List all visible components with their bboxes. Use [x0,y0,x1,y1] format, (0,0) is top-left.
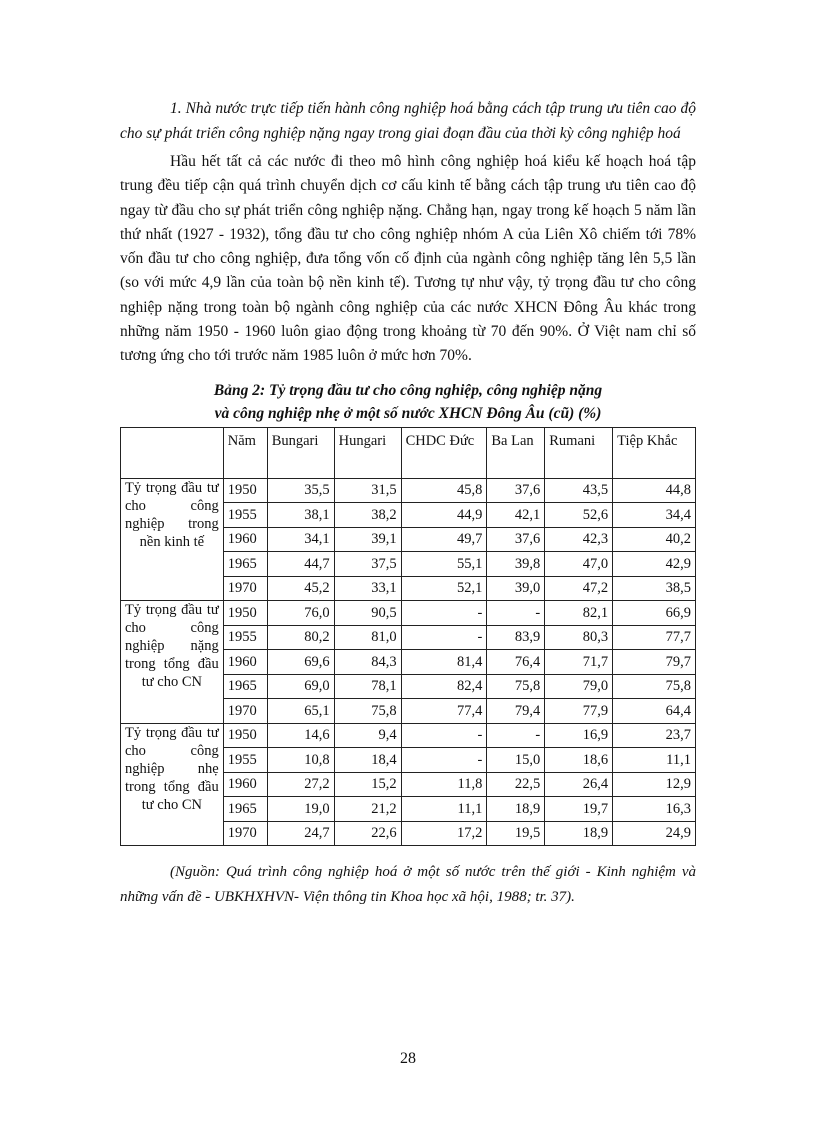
value-cell: 77,9 [545,699,613,724]
value-cell: 79,4 [487,699,545,724]
value-cell: 19,0 [267,797,334,822]
value-cell: 34,1 [267,527,334,552]
value-cell: 79,7 [613,650,696,675]
table-header-row [121,427,696,478]
value-cell: 10,8 [267,748,334,773]
table-title [120,379,696,425]
value-cell: 42,3 [545,527,613,552]
value-cell: 22,6 [334,821,401,846]
value-cell: 47,2 [545,576,613,601]
value-cell: 26,4 [545,772,613,797]
value-cell: 45,8 [401,478,487,503]
value-cell: 19,7 [545,797,613,822]
row-group-label [121,601,224,724]
year-cell: 1960 [223,772,267,797]
value-cell: 27,2 [267,772,334,797]
year-cell: 1960 [223,527,267,552]
value-cell: 11,1 [401,797,487,822]
value-cell: 79,0 [545,674,613,699]
value-cell: 76,4 [487,650,545,675]
header-tiep-khac: Tiệp Khắc [613,427,696,478]
value-cell: 17,2 [401,821,487,846]
header-ba-lan: Ba Lan [487,427,545,478]
year-cell: 1970 [223,699,267,724]
value-cell: 49,7 [401,527,487,552]
header-empty-cell [121,427,224,478]
value-cell: 24,7 [267,821,334,846]
data-table [120,427,696,847]
value-cell: - [401,748,487,773]
value-cell: 40,2 [613,527,696,552]
source-note: (Nguồn: Quá trình công nghiệp hoá ở một số nước trên thế giới - Kinh nghiệm và những vấn đề - UBKHXHVN- Viện thông tin Khoa học xã hội, 1988; tr. 37). [120,864,696,906]
value-cell: 44,7 [267,552,334,577]
year-cell: 1955 [223,748,267,773]
year-cell: 1965 [223,674,267,699]
value-cell: 90,5 [334,601,401,626]
value-cell: 11,1 [613,748,696,773]
value-cell: 55,1 [401,552,487,577]
value-cell: 16,3 [613,797,696,822]
year-cell: 1955 [223,625,267,650]
value-cell: 71,7 [545,650,613,675]
value-cell: - [487,601,545,626]
value-cell: 39,8 [487,552,545,577]
value-cell: - [401,625,487,650]
value-cell: 33,1 [334,576,401,601]
value-cell: 35,5 [267,478,334,503]
value-cell: 44,9 [401,503,487,528]
value-cell: 16,9 [545,723,613,748]
page-number: 28 [400,1050,416,1067]
header-rumani: Rumani [545,427,613,478]
value-cell: - [487,723,545,748]
value-cell: 42,1 [487,503,545,528]
value-cell: 77,4 [401,699,487,724]
value-cell: 65,1 [267,699,334,724]
table-row [121,478,696,503]
value-cell: 75,8 [334,699,401,724]
year-cell: 1960 [223,650,267,675]
value-cell: 18,9 [487,797,545,822]
value-cell: 42,9 [613,552,696,577]
value-cell: 18,6 [545,748,613,773]
value-cell: 22,5 [487,772,545,797]
value-cell: 64,4 [613,699,696,724]
header-chdc-duc: CHDC Đức [401,427,487,478]
value-cell: 9,4 [334,723,401,748]
value-cell: 76,0 [267,601,334,626]
value-cell: 81,0 [334,625,401,650]
header-bungari: Bungari [267,427,334,478]
value-cell: 37,5 [334,552,401,577]
value-cell: 75,8 [487,674,545,699]
row-group-label-text: Tỷ trọng đầu tư cho công nghiệp nặng trong tổng đầu tư cho CN [125,602,219,691]
year-cell: 1955 [223,503,267,528]
value-cell: 39,1 [334,527,401,552]
value-cell: 52,6 [545,503,613,528]
value-cell: 23,7 [613,723,696,748]
row-group-label [121,723,224,846]
row-group-label-text: Tỷ trọng đầu tư cho công nghiệp trong nền kinh tế [125,479,219,550]
value-cell: 12,9 [613,772,696,797]
value-cell: 43,5 [545,478,613,503]
value-cell: 80,2 [267,625,334,650]
section-heading: 1. Nhà nước trực tiếp tiến hành công nghiệp hoá bằng cách tập trung ưu tiên cao độ cho sự phát triển công nghiệp nặng ngay trong giai đoạn đầu của thời kỳ công nghiệp hoá [120,100,696,142]
value-cell: 21,2 [334,797,401,822]
value-cell: 45,2 [267,576,334,601]
value-cell: 18,9 [545,821,613,846]
value-cell: 15,2 [334,772,401,797]
header-hungari: Hungari [334,427,401,478]
value-cell: 37,6 [487,478,545,503]
value-cell: 38,2 [334,503,401,528]
value-cell: 69,0 [267,674,334,699]
table-row [121,601,696,626]
value-cell: 38,1 [267,503,334,528]
value-cell: 82,4 [401,674,487,699]
value-cell: 69,6 [267,650,334,675]
value-cell: 39,0 [487,576,545,601]
value-cell: 81,4 [401,650,487,675]
value-cell: 82,1 [545,601,613,626]
value-cell: 34,4 [613,503,696,528]
value-cell: 78,1 [334,674,401,699]
value-cell: 15,0 [487,748,545,773]
value-cell: 18,4 [334,748,401,773]
value-cell: 80,3 [545,625,613,650]
year-cell: 1965 [223,552,267,577]
table-title-line-1: Bảng 2: Tỷ trọng đầu tư cho công nghiệp, công nghiệp nặng [213,381,603,399]
year-cell: 1970 [223,576,267,601]
value-cell: 66,9 [613,601,696,626]
table-title-line-2: và công nghiệp nhẹ ở một số nước XHCN Đông Âu (cũ) (%) [214,404,602,422]
value-cell: - [401,601,487,626]
value-cell: 24,9 [613,821,696,846]
value-cell: 31,5 [334,478,401,503]
year-cell: 1970 [223,821,267,846]
year-cell: 1965 [223,797,267,822]
value-cell: 19,5 [487,821,545,846]
value-cell: 84,3 [334,650,401,675]
value-cell: 47,0 [545,552,613,577]
row-group-label-text: Tỷ trọng đầu tư cho công nghiệp nhẹ trong tổng đầu tư cho CN [125,724,219,813]
body-paragraph: Hầu hết tất cả các nước đi theo mô hình công nghiệp hoá kiểu kế hoạch hoá tập trung đều tiếp cận quá trình chuyển dịch cơ cấu kinh tế bằng cách tập trung ưu tiên cao độ ngay từ đầu cho sự phát triển công nghiệp nặng. Chẳng hạn, ngay trong kế hoạch 5 năm lần thứ nhất (1927 - 1932), tổng đầu tư cho công nghiệp nhóm A của Liên Xô chiếm tới 78% vốn đầu tư cho công nghiệp, đưa tổng vốn cố định của ngành công nghiệp tăng lên 5,5 lần (so với mức 4,9 lần của toàn bộ nền kinh tế). Tương tự như vậy, tỷ trọng đầu tư cho công nghiệp nặng trong toàn bộ ngành công nghiệp của các nước XHCN Đông Âu khác trong những năm 1950 - 1960 luôn giao động trong khoảng từ 70 đến 90%. Ở Việt nam chỉ số tương ứng cho tới trước năm 1985 luôn ở mức hơn 70%. [120,153,696,365]
year-cell: 1950 [223,723,267,748]
table-body [121,427,696,846]
year-cell: 1950 [223,478,267,503]
value-cell: 75,8 [613,674,696,699]
value-cell: 11,8 [401,772,487,797]
value-cell: 77,7 [613,625,696,650]
document-page [120,96,696,910]
row-group-label [121,478,224,601]
value-cell: 14,6 [267,723,334,748]
table-row [121,723,696,748]
value-cell: - [401,723,487,748]
year-cell: 1950 [223,601,267,626]
value-cell: 44,8 [613,478,696,503]
header-year: Năm [223,427,267,478]
value-cell: 37,6 [487,527,545,552]
value-cell: 38,5 [613,576,696,601]
value-cell: 83,9 [487,625,545,650]
value-cell: 52,1 [401,576,487,601]
